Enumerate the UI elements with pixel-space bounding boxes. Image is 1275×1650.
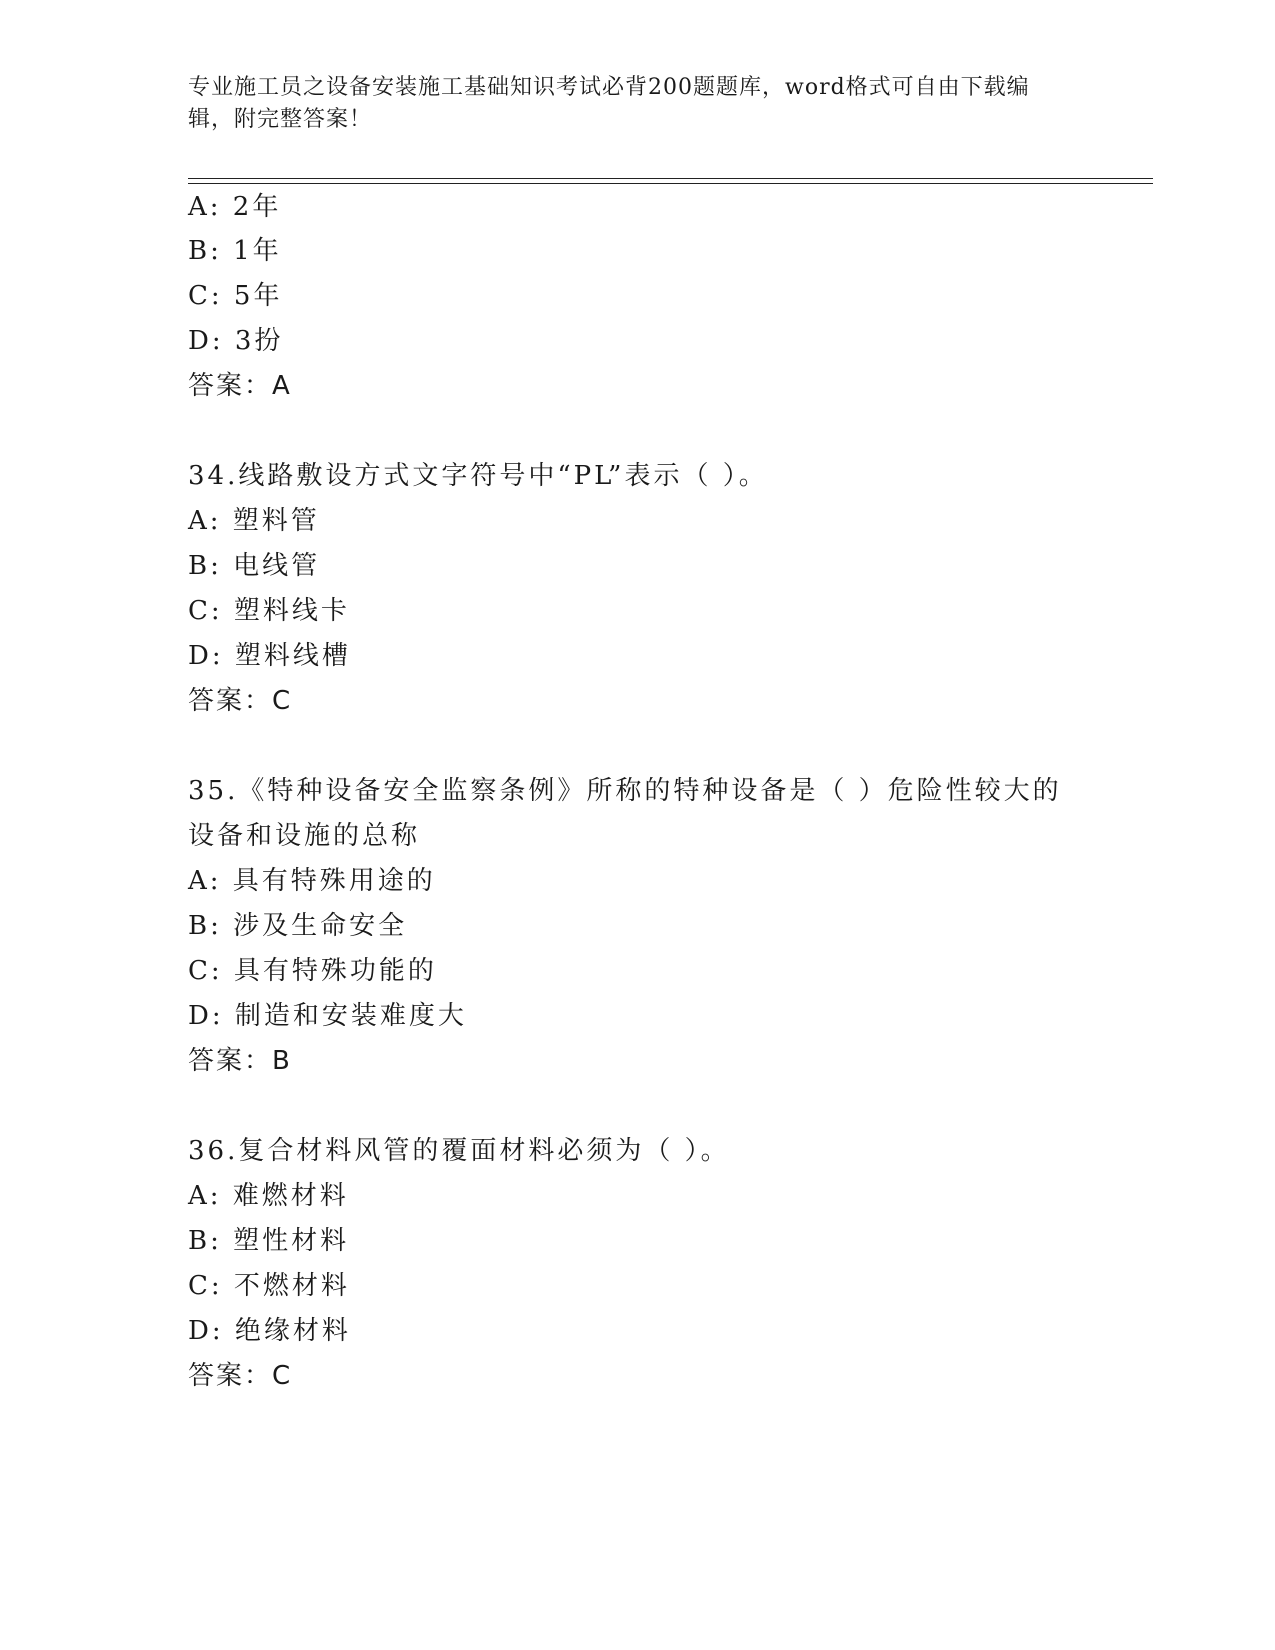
- q35-option-d: D: 制造和安装难度大: [188, 1001, 467, 1031]
- q34-option-a: A: 塑料管: [188, 506, 320, 536]
- q34-stem: 34.线路敷设方式文字符号中“PL”表示（ ）。: [188, 461, 768, 491]
- q35-option-a: A: 具有特殊用途的: [188, 866, 436, 896]
- q36-option-b: B: 塑性材料: [188, 1226, 350, 1256]
- q36-stem: 36.复合材料风管的覆面材料必须为（ ）。: [188, 1136, 730, 1166]
- prev-option-d: D: 3扮: [188, 326, 284, 356]
- header-divider-top: [188, 178, 1153, 179]
- q35-stem-line2: 设备和设施的总称: [188, 821, 421, 851]
- q36-option-c: C: 不燃材料: [188, 1271, 350, 1301]
- q34-option-d: D: 塑料线槽: [188, 641, 351, 671]
- q35-stem-line1: 35.《特种设备安全监察条例》所称的特种设备是（ ）危险性较大的: [188, 776, 1062, 806]
- prev-option-a: A: 2年: [188, 192, 282, 222]
- q34-option-c: C: 塑料线卡: [188, 596, 350, 626]
- prev-answer: 答案：A: [188, 371, 292, 401]
- q35-option-c: C: 具有特殊功能的: [188, 956, 437, 986]
- q34-option-b: B: 电线管: [188, 551, 321, 581]
- q35-option-b: B: 涉及生命安全: [188, 911, 408, 941]
- header-divider-bottom: [188, 183, 1153, 184]
- q36-option-d: D: 绝缘材料: [188, 1316, 351, 1346]
- document-header: 专业施工员之设备安装施工基础知识考试必背200题题库，word格式可自由下载编辑，附完整答案！: [188, 75, 1030, 132]
- q35-answer: 答案：B: [188, 1046, 292, 1076]
- prev-option-b: B: 1年: [188, 236, 282, 266]
- prev-option-c: C: 5年: [188, 281, 283, 311]
- q36-answer: 答案：C: [188, 1361, 293, 1391]
- q34-answer: 答案：C: [188, 686, 293, 716]
- q36-option-a: A: 难燃材料: [188, 1181, 349, 1211]
